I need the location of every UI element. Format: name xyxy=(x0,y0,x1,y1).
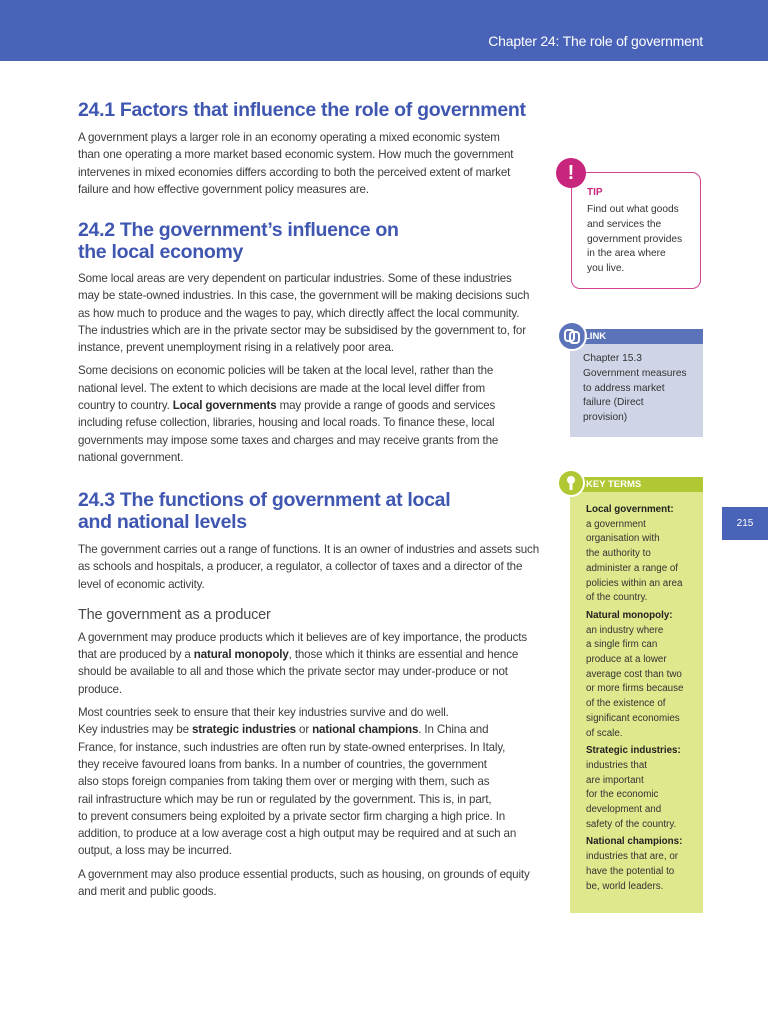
section-body xyxy=(78,270,548,356)
definition-line: of the country. xyxy=(586,592,648,604)
definition-line: are important xyxy=(586,774,644,786)
section-24-3 xyxy=(78,489,548,900)
text-line xyxy=(78,397,548,414)
section-body xyxy=(78,629,548,698)
link-line: provision) xyxy=(583,412,628,424)
text-line: level of economic activity. xyxy=(78,577,205,591)
link-line: failure (Direct xyxy=(583,397,644,409)
text-line: governments may impose some taxes and charges and may receive grants from the xyxy=(78,433,499,447)
bold-term: Local governments xyxy=(172,399,277,413)
definition-line: have the potential to xyxy=(586,865,675,877)
definition-line: industries that are, or xyxy=(586,851,679,863)
definition-line: be, world leaders. xyxy=(586,880,664,892)
tip-line: in the area where xyxy=(587,248,666,260)
definition-line: of the existence of xyxy=(586,698,666,710)
definition-line: policies within an area xyxy=(586,577,683,589)
text-line: including refuse collection, libraries, housing and local roads. To finance these, local xyxy=(78,416,495,430)
section-heading: 24.1 Factors that influence the role of government xyxy=(78,99,526,121)
tip-line: government provides xyxy=(587,233,683,245)
key-term: National champions: xyxy=(586,836,683,848)
text-run: that are produced by a xyxy=(78,648,194,662)
section-body xyxy=(78,704,548,860)
key-term: Natural monopoly: xyxy=(586,609,673,621)
link-text[interactable] xyxy=(583,352,698,426)
section-body xyxy=(78,541,548,593)
text-line: The government carries out a range of functions. It is an owner of industries and assets such xyxy=(78,543,540,556)
text-run: , those which it thinks are essential and hence xyxy=(288,648,519,662)
section-heading xyxy=(78,219,548,263)
text-line: rail infrastructure which may be run or regulated by the government. This is, in part, xyxy=(78,792,492,806)
chapter-title: Chapter 24: The role of government xyxy=(488,33,703,49)
definition-line: or more firms because xyxy=(586,683,684,695)
text-line: as how much to produce and the wages to pay, which directly affect the local community. xyxy=(78,306,520,320)
text-line: should be available to all and those which the private sector may under-produce or not xyxy=(78,665,508,679)
tip-label: TIP xyxy=(587,187,603,198)
tip-line: you live. xyxy=(587,263,625,275)
text-line: Some decisions on economic policies will be taken at the local level, rather than the xyxy=(78,364,494,378)
definition-line: administer a range of xyxy=(586,562,679,574)
link-line: to address market xyxy=(583,382,665,394)
key-terms-content xyxy=(586,503,698,897)
section-body xyxy=(78,129,548,198)
definition-line: of scale. xyxy=(586,727,623,739)
text-line: may be state-owned industries. In this case, the government will be making decisions such xyxy=(78,289,530,303)
text-line: as schools and hospitals, a producer, a regulator, a collector of taxes and a director of the xyxy=(78,560,523,574)
tip-line: and services the xyxy=(587,218,662,230)
section-body xyxy=(78,362,548,466)
definition-line: industries that xyxy=(586,759,647,771)
text-line: national government. xyxy=(78,450,184,464)
exclamation-icon: ! xyxy=(556,158,586,188)
text-line: they receive favoured loans from banks. In a number of countries, the government xyxy=(78,757,487,771)
bold-term: natural monopoly xyxy=(193,648,289,662)
definition-line: a government xyxy=(586,518,646,530)
text-line xyxy=(78,721,548,738)
link-line: Government measures xyxy=(583,367,687,379)
section-24-2 xyxy=(78,219,548,466)
key-term-definition xyxy=(586,759,698,833)
text-line: France, for instance, such industries are often run by state-owned enterprises. In Italy, xyxy=(78,740,506,754)
text-line: than one operating a more market based economic system. How much the government xyxy=(78,148,514,162)
header-bar xyxy=(0,0,768,61)
text-line: also stops foreign companies from taking them over or merging with them, such as xyxy=(78,775,490,789)
key-term-definition xyxy=(586,850,698,894)
definition-line: the authority to xyxy=(586,548,651,560)
text-line: Most countries seek to ensure that their key industries survive and do well. xyxy=(78,706,449,720)
text-line: instance, prevent unemployment rising in a relatively poor area. xyxy=(78,341,394,355)
definition-line: organisation with xyxy=(586,533,660,545)
heading-line: the local economy xyxy=(78,241,244,263)
text-line: A government plays a larger role in an economy operating a mixed economic system xyxy=(78,131,500,144)
heading-line: 24.3 The functions of government at local xyxy=(78,489,451,511)
text-line xyxy=(78,646,548,663)
text-line: national level. The extent to which decisions are made at the local level differ from xyxy=(78,381,486,395)
subheading: The government as a producer xyxy=(78,606,271,623)
chain-link-icon xyxy=(559,323,585,349)
text-line: output, a loss may be incurred. xyxy=(78,844,232,858)
link-icon xyxy=(557,321,587,351)
text-line: Some local areas are very dependent on particular industries. Some of these industries xyxy=(78,272,512,285)
heading-line: 24.2 The government’s influence on xyxy=(78,219,399,241)
key-term-definition xyxy=(586,518,698,606)
tip-text xyxy=(587,203,697,277)
key-term: Strategic industries: xyxy=(586,745,681,757)
definition-line: a single firm can xyxy=(586,639,658,651)
text-line: A government may also produce essential products, such as housing, on grounds of equity xyxy=(78,867,530,881)
keyhole-icon xyxy=(559,471,583,495)
text-run: Key industries may be xyxy=(78,723,192,737)
text-line: and merit and public goods. xyxy=(78,885,217,899)
page-number-tab: 215 xyxy=(722,507,768,540)
text-run: . In China and xyxy=(418,723,489,737)
text-line: intervenes in mixed economies differs according to both the perceived extent of market xyxy=(78,165,511,179)
text-line: addition, to produce at a low average cost a high output may be required and at such an xyxy=(78,827,517,841)
key-term-definition xyxy=(586,624,698,742)
section-heading xyxy=(78,489,548,533)
text-line: A government may produce products which it believes are of key importance, the products xyxy=(78,630,528,644)
key-icon xyxy=(557,469,585,497)
definition-line: produce at a lower xyxy=(586,654,667,666)
link-line: Chapter 15.3 xyxy=(583,353,642,364)
bold-term: strategic industries xyxy=(191,723,296,737)
definition-line: for the economic xyxy=(586,789,659,801)
link-label: LINK xyxy=(584,331,607,342)
text-line: The industries which are in the private sector may be subsidised by the government to, for xyxy=(78,323,526,337)
definition-line: an industry where xyxy=(586,624,664,636)
text-run: or xyxy=(295,723,313,737)
text-line: failure and how effective government policy measures are. xyxy=(78,182,369,196)
bold-term: national champions xyxy=(312,723,419,737)
section-24-1 xyxy=(78,99,548,198)
key-term: Local government: xyxy=(586,504,674,515)
text-run: may provide a range of goods and services xyxy=(276,399,496,413)
definition-line: average cost than two xyxy=(586,668,682,680)
key-terms-label: KEY TERMS xyxy=(586,479,642,490)
text-line: produce. xyxy=(78,682,122,696)
definition-line: safety of the country. xyxy=(586,818,677,830)
definition-line: development and xyxy=(586,804,662,816)
definition-line: significant economies xyxy=(586,712,680,724)
section-body xyxy=(78,866,548,901)
text-run: country to country. xyxy=(78,399,173,413)
tip-line: Find out what goods xyxy=(587,204,679,215)
heading-line: and national levels xyxy=(78,511,247,533)
text-line: to prevent consumers being exploited by a private sector firm charging a high price. In xyxy=(78,809,506,823)
